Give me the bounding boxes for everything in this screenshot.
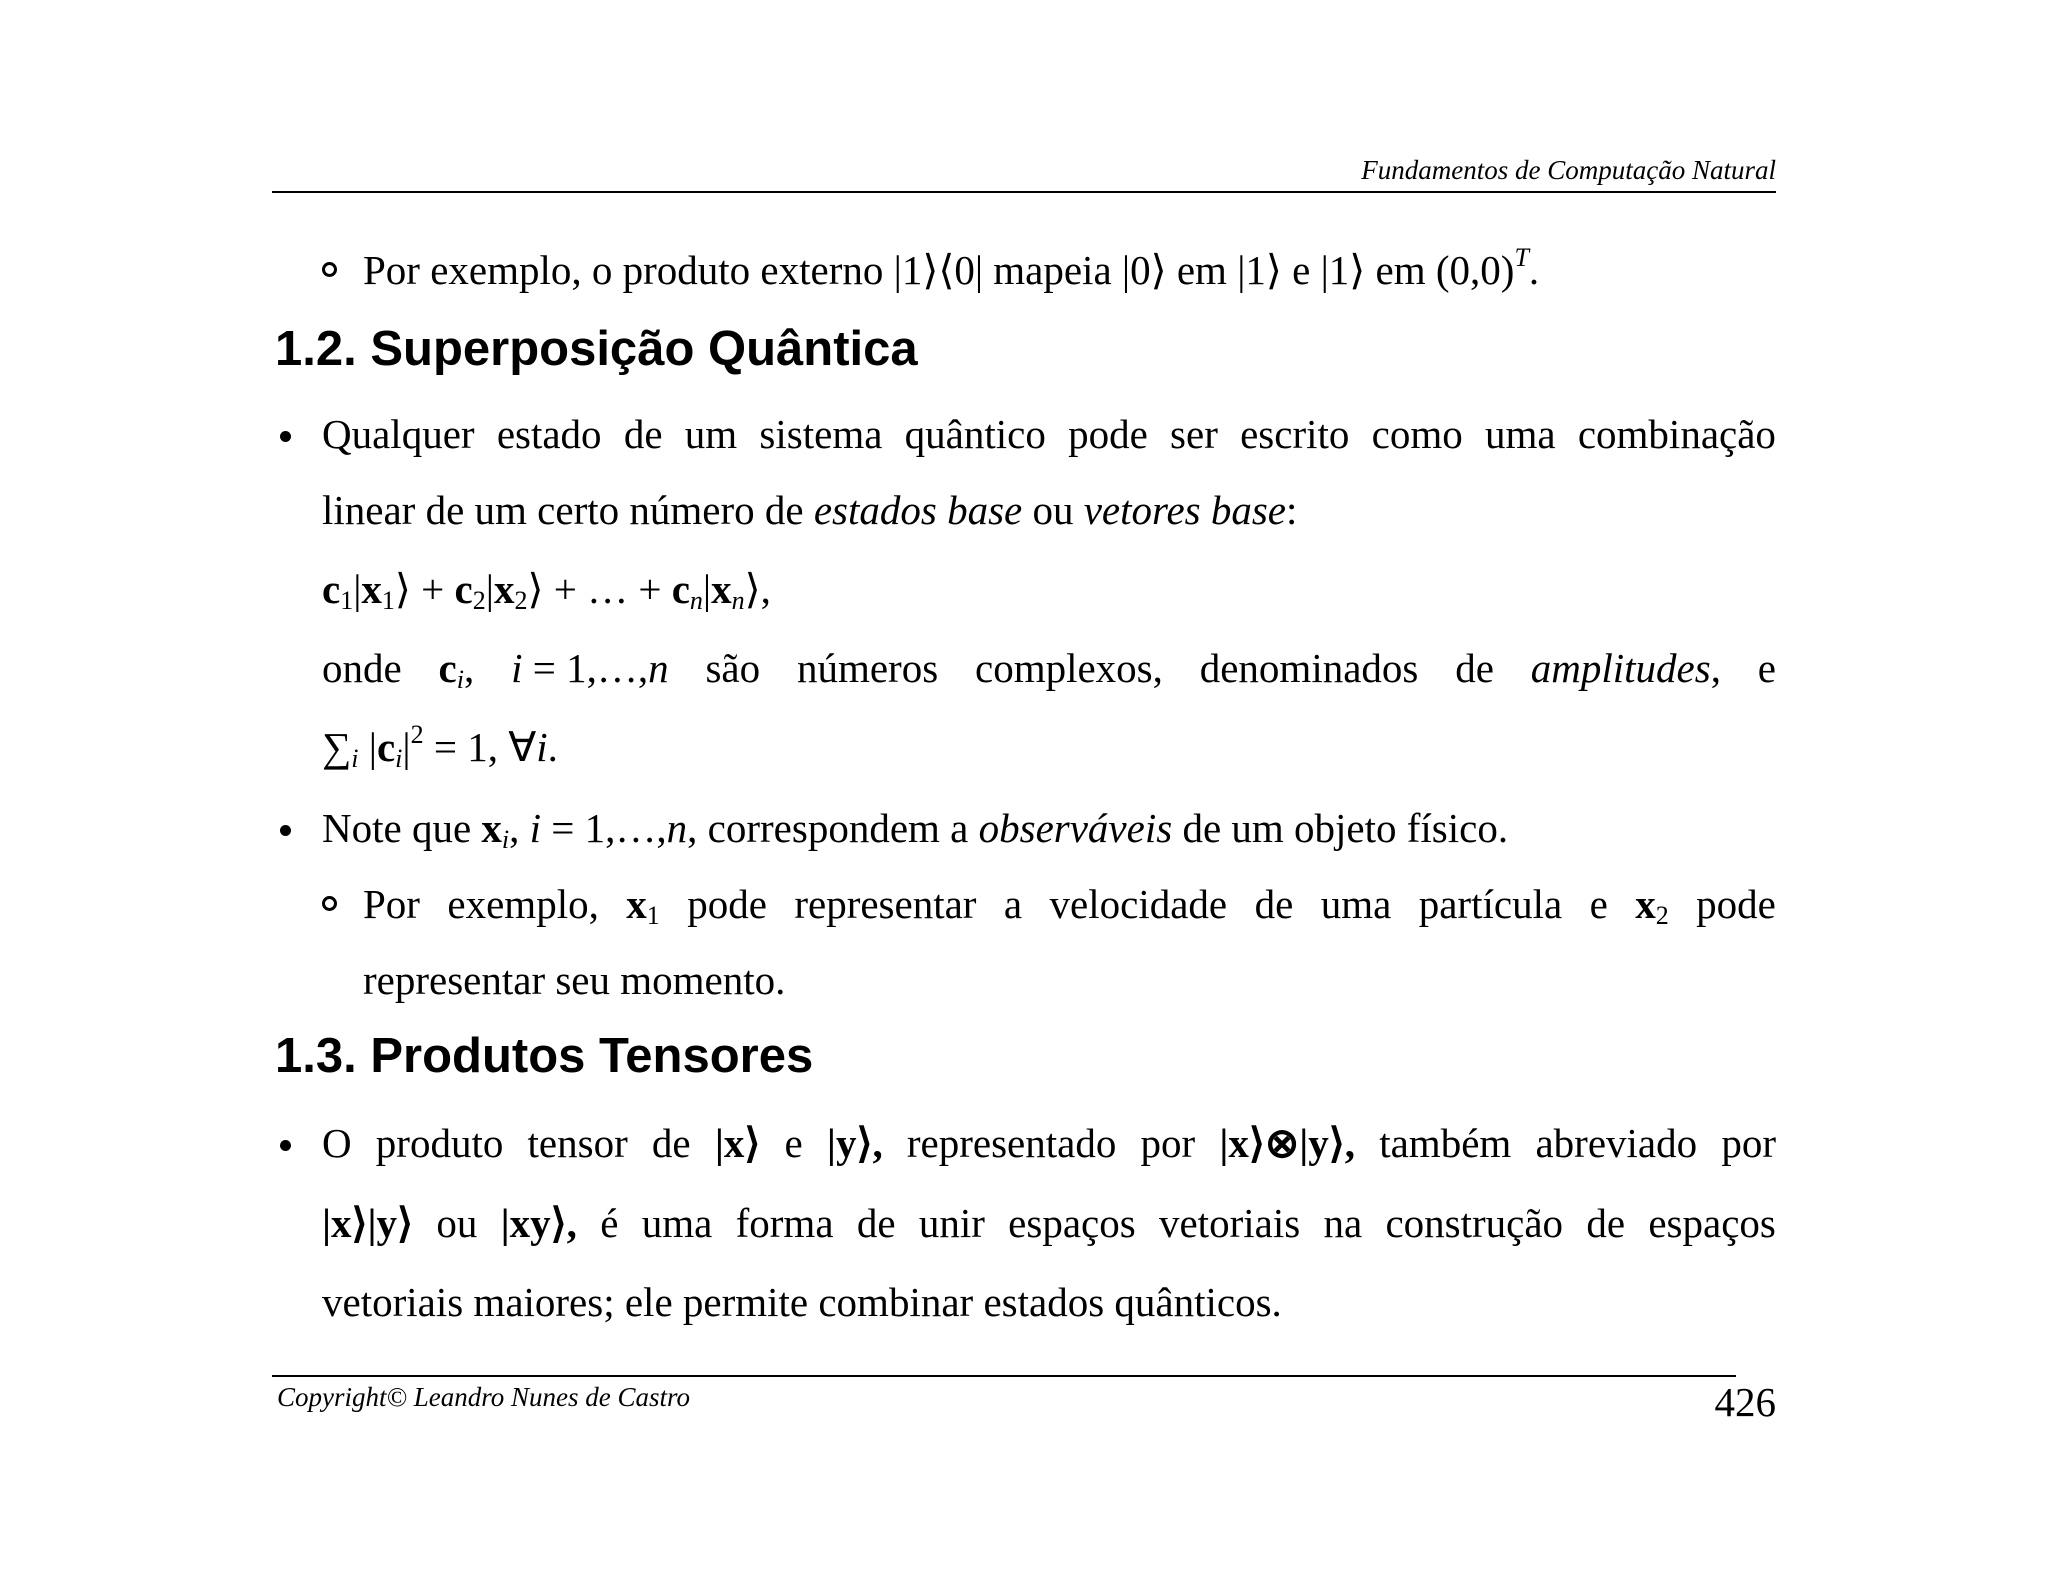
bar: | [702,566,712,612]
term-estados-base: estados base [813,487,1023,533]
sigma: ∑ [322,724,352,770]
word: combinação [1577,411,1776,457]
subscript: n [731,586,745,615]
index-n: n [666,805,688,851]
word: ou [436,1200,478,1246]
text: Note que [322,805,482,851]
subscript: i [351,744,359,773]
word: na [1323,1200,1363,1246]
bullet-3-line-1 [322,1120,1776,1166]
word: espaços [1008,1200,1136,1246]
word: de [856,1200,896,1246]
subscript: i [395,744,403,773]
running-header: Fundamentos de Computação Natural [1361,155,1776,185]
basis-x: x [361,566,382,612]
word: como [1371,411,1463,457]
bullet-dot [280,431,291,442]
bar: | [485,566,494,612]
term-vetores-base: vetores base [1083,487,1286,533]
copyright: Copyright© Leandro Nunes de Castro [277,1382,691,1412]
word: por [1140,1120,1196,1166]
outer-product-example [363,243,1540,293]
word: quântico [904,411,1046,457]
text: = 1,…, [541,805,667,851]
text: , correspondem a [687,805,979,851]
word: construção [1385,1200,1564,1246]
word: representar [794,881,977,927]
bullet-dot [280,1140,291,1151]
word: velocidade [1049,881,1228,927]
header-rule [272,191,1776,193]
text: . [547,724,558,770]
word: e [784,1120,803,1166]
subscript: 2 [472,586,486,615]
term-amplitudes: amplitudes, [1530,645,1721,691]
word: sistema [759,411,883,457]
word: pode [1068,411,1148,457]
coef-c: c [322,566,341,612]
coef-c: c [454,566,473,612]
superscript: 2 [410,720,424,749]
text: = 1, ∀ [423,724,537,770]
basis-x: x [493,566,515,612]
section-heading-1-2: 1.2. Superposição Quântica [275,322,918,376]
word: abreviado [1535,1120,1698,1166]
word: escrito [1240,411,1350,457]
transpose-sup: T [1514,243,1529,272]
word: de [623,411,663,457]
word: partícula [1418,881,1563,927]
word: de [1586,1200,1626,1246]
ket: ⟩ [394,566,411,612]
text: : [1286,487,1298,533]
c-i: $c_i$, [438,645,475,694]
ket-xy: |xy⟩, [500,1200,577,1246]
dots: + … + [543,566,672,612]
word: representado [906,1120,1117,1166]
text: . [1528,247,1540,293]
ket: ⟩ [527,566,544,612]
bar: | [358,724,377,770]
text: , [509,805,530,851]
word: de [1455,645,1494,691]
word: uma [1485,411,1556,457]
word: vetoriais [1158,1200,1301,1246]
normalization-equation [322,720,558,773]
index-range: i = 1,…,n [511,645,669,691]
x2: $x_2$ [1635,881,1669,930]
word: forma [735,1200,834,1246]
bullet-dot [280,825,291,836]
circle-bullet [322,262,337,277]
subscript: 2 [514,586,528,615]
bullet-3-line-2 [322,1200,1776,1246]
superposition-equation [322,566,771,615]
word: onde [322,645,402,691]
bullet-3-line-3: vetoriais maiores; ele permite combinar estados quânticos. [322,1279,1282,1325]
subscript: 1 [340,586,354,615]
coef-c: c [671,566,690,612]
word: ser [1170,411,1218,457]
x1: $x_1$ [626,881,660,930]
bullet-2 [322,805,1509,854]
coef-c: c [376,724,396,770]
word: exemplo, [447,881,599,927]
text: linear de um certo número de [322,487,814,533]
word: estado [496,411,602,457]
comma: , [760,566,771,612]
tensor-product: |x⟩⊗|y⟩, [1219,1120,1356,1166]
text: de um objeto físico. [1172,805,1509,851]
page-number: 426 [1714,1379,1776,1425]
ket: ⟩ [744,566,761,612]
word: por [1721,1120,1776,1166]
text: Por exemplo, o produto externo |1⟩⟨0| mapeia |0⟩ em |1⟩ e |1⟩ em (0,0) [363,247,1515,293]
sub-bullet-2-line-2: representar seu momento. [363,957,786,1003]
basis-x: x [711,566,732,612]
word: tensor [527,1120,628,1166]
word: unir [918,1200,985,1246]
word: complexos, [975,645,1163,691]
ket-x-ket-y: |x⟩|y⟩ [322,1200,414,1246]
word: espaços [1648,1200,1776,1246]
word: uma [1320,881,1392,927]
index-i: i [536,724,548,770]
ket-x: |x⟩ [714,1120,761,1166]
subscript: n [689,586,703,615]
word: produto [375,1120,504,1166]
word: denominados [1199,645,1419,691]
subscript: i [501,825,510,854]
plus: + [410,566,455,612]
ket-y: |y⟩, [826,1120,883,1166]
word: e [1589,881,1608,927]
footer-rule [272,1375,1736,1377]
index-i: i [529,805,542,851]
word: e [1757,645,1776,691]
word: números [796,645,939,691]
term-observaveis: observáveis [978,805,1173,851]
amplitudes-line [322,645,1776,694]
sub-bullet-2-line-1 [363,881,1776,930]
word: a [1003,881,1023,927]
word: são [705,645,761,691]
word: pode [1696,881,1776,927]
bullet-1-line-1 [322,411,1776,457]
word: pode [687,881,767,927]
section-heading-1-3: 1.3. Produtos Tensores [275,1029,814,1083]
word: Por [363,881,420,927]
word: também [1379,1120,1512,1166]
subscript: 1 [381,586,395,615]
word: um [684,411,738,457]
word: de [1254,881,1294,927]
word: de [651,1120,691,1166]
word: O [322,1120,352,1166]
circle-bullet [322,896,337,911]
text: ou [1022,487,1084,533]
word: é [600,1200,619,1246]
basis-x: x [481,805,502,851]
bar: | [402,724,411,770]
bar: | [353,566,362,612]
bullet-1-line-2 [322,487,1298,533]
word: Qualquer [322,411,475,457]
word: uma [641,1200,713,1246]
